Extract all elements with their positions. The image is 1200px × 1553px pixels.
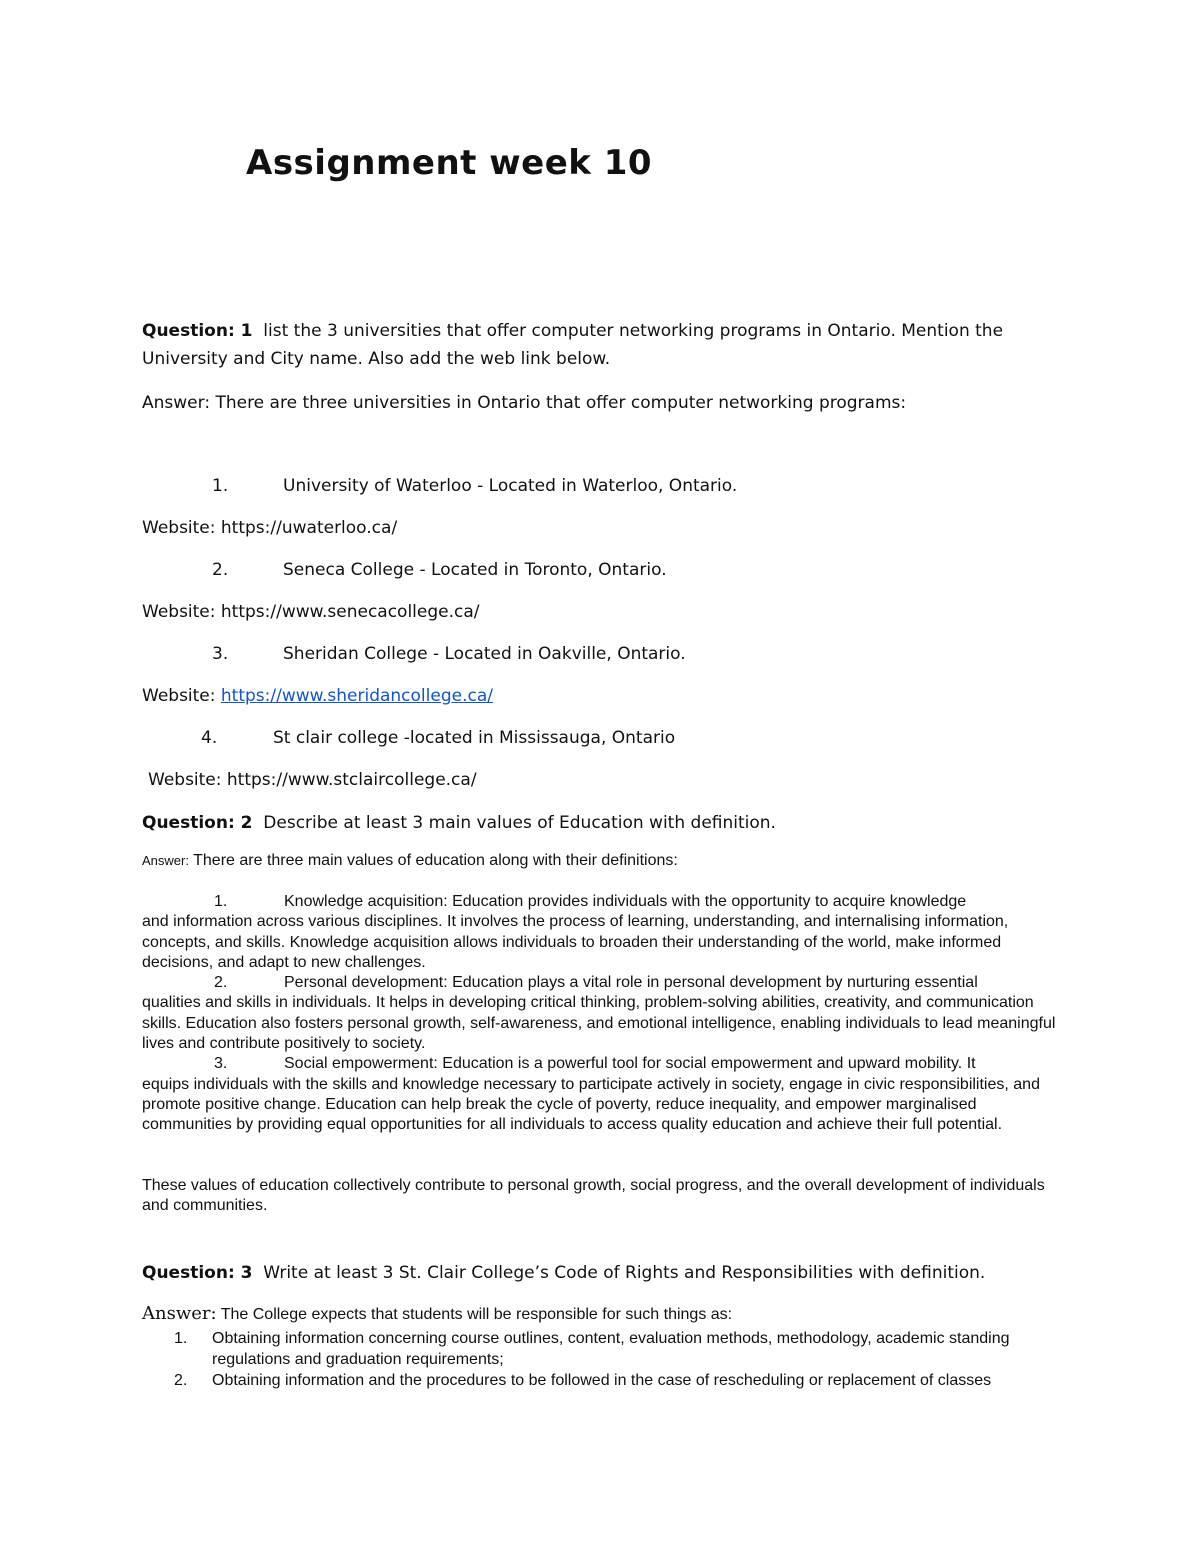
q3-text: Write at least 3 St. Clair College’s Code of Rights and Responsibilities with definition. [263, 1263, 986, 1283]
q3-item-1-text: Obtaining information concerning course outlines, content, evaluation methods, methodology, academic standing regulations and graduation requirements; [212, 1330, 1010, 1368]
q3-responsibilities-list [142, 1328, 1042, 1391]
q1-item-3-num: 3. [212, 644, 229, 664]
q2-value-2-first: Personal development: Education plays a vital role in personal development by nurturing essential [284, 974, 978, 992]
q1-website-2 [142, 602, 480, 622]
website-link-sheridan[interactable]: https://www.sheridancollege.ca/ [220, 686, 493, 706]
website-label: Website: [142, 518, 216, 538]
q1-website-4 [148, 770, 477, 790]
q2-value-3-first: Social empowerment: Education is a powerful tool for social empowerment and upward mobility. It [284, 1055, 976, 1073]
q2-value-2 [142, 973, 1057, 1054]
q2-value-3 [142, 1054, 1057, 1135]
q2-value-3-rest: equips individuals with the skills and knowledge necessary to participate actively in society, engage in civic responsibilities, and promote positive change. Education can help break the cycle of poverty, reduce inequality, and empower marginalised communities by providing equal opportunities for all individuals to access quality education and achieve their full potential. [142, 1075, 1040, 1134]
website-label: Website: [148, 770, 222, 790]
q2-value-3-num: 3. [214, 1055, 228, 1073]
q1-item-4-num: 4. [201, 728, 218, 748]
q2-value-2-rest: qualities and skills in individuals. It helps in developing critical thinking, problem-solving abilities, creativity, and communication skills. Education also fosters personal growth, self-awareness, and emotional intelligence, enabling individuals to lead meaningful lives and contribute positively to society. [142, 994, 1056, 1053]
q2-values-list [142, 892, 1057, 1136]
q3-item-2-num: 2. [174, 1372, 188, 1389]
q3-item-1 [142, 1328, 1042, 1370]
q2-value-2-num: 2. [214, 974, 228, 992]
q2-value-1-num: 1. [214, 893, 228, 910]
q2-answer-text: There are three main values of education along with their definitions: [193, 852, 678, 869]
q1-text-line2: University and City name. Also add the web link below. [142, 349, 611, 369]
q3-item-2 [142, 1370, 1042, 1391]
q3-answer-label: Answer: [142, 1303, 217, 1324]
q1-answer-label: Answer: [142, 393, 211, 413]
q2-value-1 [142, 892, 1057, 973]
q3-line [142, 1263, 985, 1283]
q1-item-3-text: Sheridan College - Located in Oakville, Ontario. [283, 644, 686, 664]
website-url-1[interactable]: https://uwaterloo.ca/ [220, 518, 398, 538]
page-title: Assignment week 10 [246, 143, 653, 183]
q1-website-3 [142, 686, 493, 706]
q2-label: Question: 2 [142, 813, 253, 833]
q1-item-4-text: St clair college -located in Mississauga, Ontario [273, 728, 676, 748]
q2-answer-label: Answer: [142, 853, 189, 868]
q1-website-1 [142, 518, 397, 538]
q1-answer [142, 393, 906, 413]
website-label: Website: [142, 686, 216, 706]
q1-line1 [142, 321, 1003, 341]
q2-answer [142, 852, 678, 870]
q2-text: Describe at least 3 main values of Education with definition. [263, 813, 776, 833]
q2-value-1-first: Knowledge acquisition: Education provides individuals with the opportunity to acquire knowledge [284, 893, 967, 910]
q3-item-1-num: 1. [174, 1330, 188, 1347]
q3-answer [142, 1303, 732, 1324]
q3-item-2-text: Obtaining information and the procedures to be followed in the case of rescheduling or replacement of classes [212, 1372, 992, 1389]
website-url-4[interactable]: https://www.stclaircollege.ca/ [226, 770, 477, 790]
website-url-2[interactable]: https://www.senecacollege.ca/ [220, 602, 480, 622]
q1-item-2-text: Seneca College - Located in Toronto, Ontario. [283, 560, 667, 580]
q1-text-line1: list the 3 universities that offer computer networking programs in Ontario. Mention the [263, 321, 1004, 341]
q1-answer-text: There are three universities in Ontario that offer computer networking programs: [215, 393, 907, 413]
q1-label: Question: 1 [142, 321, 253, 341]
q3-answer-text: The College expects that students will be responsible for such things as: [220, 1306, 733, 1323]
q2-line [142, 813, 776, 833]
q2-value-1-rest: and information across various disciplines. It involves the process of learning, understanding, and internalising information, concepts, and skills. Knowledge acquisition allows individuals to broaden their understanding of the world, make informed decisions, and adapt to new challenges. [142, 913, 1009, 971]
website-label: Website: [142, 602, 216, 622]
q1-item-1-num: 1. [212, 476, 229, 496]
q3-label: Question: 3 [142, 1263, 253, 1283]
q1-item-1-text: University of Waterloo - Located in Waterloo, Ontario. [283, 476, 738, 496]
q2-conclusion: These values of education collectively contribute to personal growth, social progress, and the overall development of individuals and communities. [142, 1177, 1045, 1215]
q1-item-2-num: 2. [212, 560, 229, 580]
